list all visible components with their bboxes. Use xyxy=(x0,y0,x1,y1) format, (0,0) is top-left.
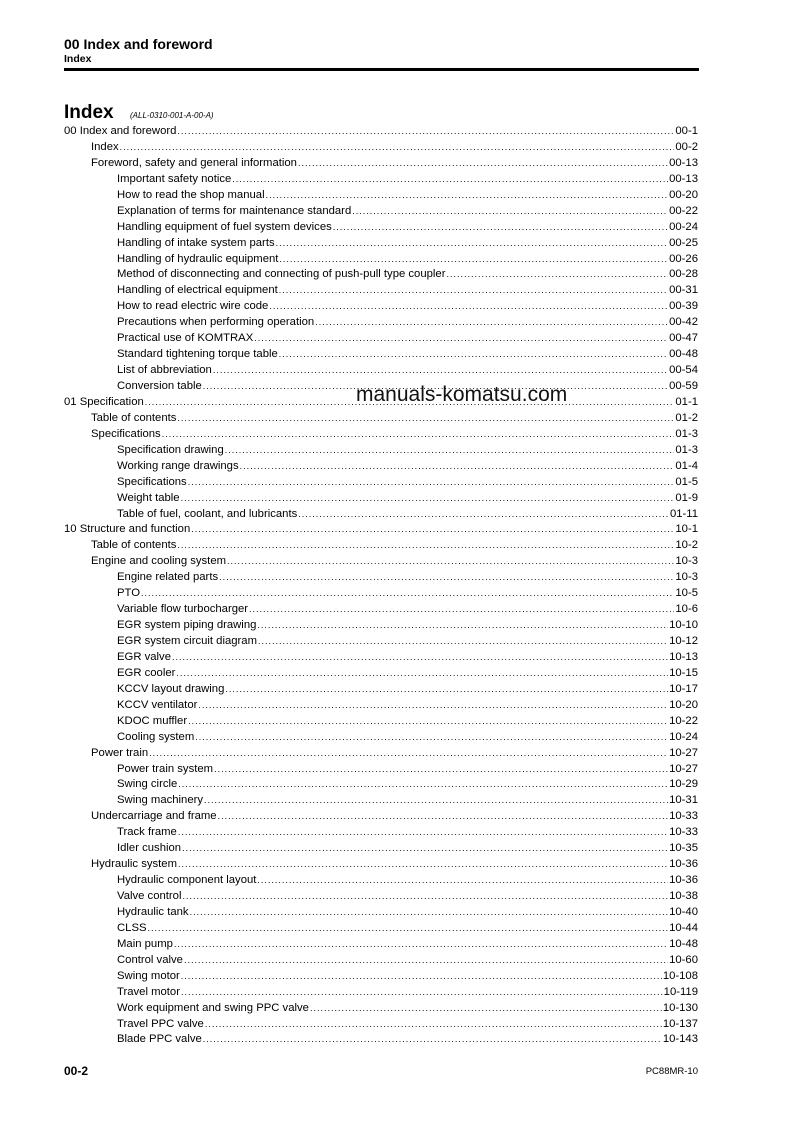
toc-entry-label: Swing motor xyxy=(117,969,180,982)
toc-entry-label: Hydraulic tank xyxy=(117,905,189,918)
toc-entry[interactable] xyxy=(64,267,698,283)
toc-entry-label: Control valve xyxy=(117,953,183,966)
dot-leader xyxy=(205,1017,662,1033)
toc-entry-label: Hydraulic system xyxy=(91,858,178,871)
toc-entry-page: 00-59 xyxy=(669,380,698,392)
toc-entry-label: Swing circle xyxy=(117,778,178,791)
toc-entry[interactable] xyxy=(64,204,698,220)
dot-leader xyxy=(352,204,668,220)
toc-entry[interactable] xyxy=(64,156,698,172)
toc-entry-label: Explanation of terms for maintenance standard xyxy=(117,204,352,217)
dot-leader xyxy=(178,825,668,841)
toc-entry[interactable] xyxy=(64,491,698,507)
toc-entry-label: Table of contents xyxy=(91,539,177,552)
toc-entry-label: Precautions when performing operation xyxy=(117,316,315,329)
toc-entry-label: Cooling system xyxy=(117,730,195,743)
toc-entry-label: Power train system xyxy=(117,762,214,775)
toc-entry[interactable] xyxy=(64,1017,698,1033)
toc-entry-page: 10-5 xyxy=(675,587,698,600)
dot-leader xyxy=(446,267,668,283)
toc-entry-label: Handling of electrical equipment xyxy=(117,284,278,297)
toc-entry-label: EGR system piping drawing xyxy=(117,619,257,632)
dot-leader xyxy=(188,475,675,491)
toc-entry-page: 10-10 xyxy=(669,619,698,632)
toc-entry-label: KCCV ventilator xyxy=(117,698,198,711)
toc-entry-label: Blade PPC valve xyxy=(117,1033,202,1046)
dot-leader xyxy=(177,411,674,427)
dot-leader xyxy=(227,554,674,570)
toc-entry-page: 01-1 xyxy=(675,395,698,408)
toc-entry-label: 00 Index and foreword xyxy=(64,125,177,137)
toc-entry-label: Method of disconnecting and connecting of push-pull type coupler xyxy=(117,268,446,281)
dot-leader xyxy=(177,538,674,554)
toc-entry[interactable] xyxy=(64,236,698,252)
dot-leader xyxy=(203,1032,662,1048)
dot-leader xyxy=(181,985,663,1001)
toc-entry[interactable] xyxy=(64,793,698,809)
toc-entry[interactable] xyxy=(64,443,698,459)
toc-entry[interactable] xyxy=(64,682,698,698)
dot-leader xyxy=(177,124,674,140)
toc-entry[interactable] xyxy=(64,124,698,140)
toc-entry-label: Table of contents xyxy=(91,411,177,424)
toc-entry[interactable] xyxy=(64,618,698,634)
toc-entry-label: Foreword, safety and general information xyxy=(91,156,297,169)
toc-entry[interactable] xyxy=(64,331,698,347)
toc-entry[interactable] xyxy=(64,1001,698,1017)
toc-entry-page: 01-3 xyxy=(675,443,698,456)
toc-entry-label: EGR system circuit diagram xyxy=(117,635,257,647)
toc-entry-label: EGR valve xyxy=(117,650,171,663)
toc-entry-label: Engine and cooling system xyxy=(91,555,227,568)
dot-leader xyxy=(257,618,668,634)
toc-entry-page: 01-9 xyxy=(675,491,698,504)
section-title: Index xyxy=(64,53,92,65)
toc-entry-label: KCCV layout drawing xyxy=(117,682,225,695)
toc-entry[interactable] xyxy=(64,985,698,1001)
toc-entry-label: Swing machinery xyxy=(117,794,204,807)
toc-entry-page: 00-39 xyxy=(669,300,698,313)
toc-entry[interactable] xyxy=(64,586,698,602)
dot-leader xyxy=(178,857,668,873)
toc-entry[interactable] xyxy=(64,554,698,570)
toc-entry-label: Important safety notice xyxy=(117,172,232,185)
toc-entry[interactable] xyxy=(64,714,698,730)
toc-entry-page: 00-20 xyxy=(669,188,698,201)
toc-entry[interactable] xyxy=(64,602,698,618)
toc-entry-page: 00-13 xyxy=(669,172,698,185)
toc-entry-page: 01-4 xyxy=(675,459,698,472)
toc-entry[interactable] xyxy=(64,283,698,299)
toc-entry[interactable] xyxy=(64,857,698,873)
dot-leader xyxy=(225,682,668,698)
dot-leader xyxy=(182,841,668,857)
dot-leader xyxy=(181,491,675,507)
toc-entry[interactable] xyxy=(64,889,698,905)
dot-leader xyxy=(172,650,668,666)
toc-entry-page: 01-2 xyxy=(675,411,698,424)
toc-entry-page: 10-24 xyxy=(669,730,698,743)
toc-entry[interactable] xyxy=(64,475,698,491)
dot-leader xyxy=(162,427,675,443)
toc-entry-page: 00-47 xyxy=(669,332,698,345)
toc-entry-page: 00-1 xyxy=(675,125,698,137)
toc-entry-label: 01 Specification xyxy=(64,395,144,408)
toc-entry-page: 10-6 xyxy=(675,603,698,616)
toc-entry[interactable] xyxy=(64,905,698,921)
toc-entry-page: 10-13 xyxy=(669,650,698,663)
toc-entry-label: Weight table xyxy=(117,491,180,504)
dot-leader xyxy=(182,889,668,905)
toc-entry[interactable] xyxy=(64,841,698,857)
dot-leader xyxy=(298,507,669,523)
dot-leader xyxy=(257,873,668,889)
dot-leader xyxy=(181,969,662,985)
document-code: (ALL-0310-001-A-00-A) xyxy=(130,111,214,120)
dot-leader xyxy=(249,602,674,618)
toc-entry-page: 10-29 xyxy=(669,778,698,791)
dot-leader xyxy=(310,1001,662,1017)
dot-leader xyxy=(120,140,675,156)
dot-leader xyxy=(141,586,674,602)
toc-entry[interactable] xyxy=(64,570,698,586)
toc-entry-page: 00-24 xyxy=(669,220,698,233)
table-of-contents xyxy=(64,124,698,1048)
dot-leader xyxy=(269,299,668,315)
toc-entry[interactable] xyxy=(64,873,698,889)
toc-entry[interactable] xyxy=(64,953,698,969)
dot-leader xyxy=(276,236,668,252)
model-number: PC88MR-10 xyxy=(645,1066,698,1077)
toc-entry-page: 10-15 xyxy=(669,666,698,679)
dot-leader xyxy=(188,714,668,730)
toc-entry-label: How to read the shop manual xyxy=(117,188,265,201)
dot-leader xyxy=(195,730,668,746)
toc-entry-page: 10-20 xyxy=(669,698,698,711)
toc-entry-page: 10-38 xyxy=(669,890,698,902)
toc-entry-page: 10-119 xyxy=(663,985,698,998)
dot-leader xyxy=(315,315,668,331)
toc-entry-label: Specifications xyxy=(117,475,187,488)
toc-entry-page: 10-31 xyxy=(669,794,698,807)
toc-entry-page: 00-22 xyxy=(669,204,698,217)
toc-entry-page: 10-1 xyxy=(675,523,698,536)
toc-entry[interactable] xyxy=(64,411,698,427)
toc-entry[interactable] xyxy=(64,315,698,331)
toc-entry-page: 10-33 xyxy=(669,810,698,823)
dot-leader xyxy=(178,777,668,793)
dot-leader xyxy=(184,953,668,969)
toc-entry-label: Power train xyxy=(91,746,149,759)
toc-entry-label: Specifications xyxy=(91,427,161,440)
dot-leader xyxy=(258,634,668,650)
toc-entry-page: 10-130 xyxy=(662,1001,698,1014)
toc-entry[interactable] xyxy=(64,538,698,554)
toc-entry-page: 10-36 xyxy=(669,858,698,871)
toc-entry-label: PTO xyxy=(117,587,141,600)
toc-entry-page: 10-3 xyxy=(675,571,698,584)
toc-entry[interactable] xyxy=(64,921,698,937)
toc-entry[interactable] xyxy=(64,252,698,268)
toc-entry[interactable] xyxy=(64,762,698,778)
dot-leader xyxy=(298,156,668,172)
dot-leader xyxy=(149,746,668,762)
toc-entry-label: Travel motor xyxy=(117,985,180,998)
toc-entry-page: 00-48 xyxy=(669,348,698,361)
toc-entry-page: 10-27 xyxy=(669,746,698,759)
toc-entry-page: 10-48 xyxy=(669,937,698,950)
toc-entry[interactable] xyxy=(64,969,698,985)
toc-entry[interactable] xyxy=(64,459,698,475)
toc-entry-page: 10-2 xyxy=(675,539,698,552)
toc-entry-page: 01-11 xyxy=(669,507,698,520)
toc-entry[interactable] xyxy=(64,666,698,682)
toc-entry-page: 00-31 xyxy=(669,284,698,297)
dot-leader xyxy=(333,220,668,236)
dot-leader xyxy=(204,793,668,809)
dot-leader xyxy=(254,331,668,347)
toc-entry-label: Practical use of KOMTRAX xyxy=(117,332,254,345)
toc-entry-label: 10 Structure and function xyxy=(64,523,191,536)
dot-leader xyxy=(219,570,674,586)
toc-entry-label: Hydraulic component layout xyxy=(117,874,257,887)
toc-entry-label: Handling of hydraulic equipment xyxy=(117,252,279,265)
toc-entry[interactable] xyxy=(64,746,698,762)
toc-entry[interactable] xyxy=(64,698,698,714)
dot-leader xyxy=(279,283,668,299)
toc-entry-page: 00-2 xyxy=(675,140,698,153)
toc-entry-page: 01-3 xyxy=(675,427,698,440)
toc-entry[interactable] xyxy=(64,172,698,188)
toc-entry-page: 10-3 xyxy=(675,555,698,568)
page-number: 00-2 xyxy=(64,1064,89,1078)
toc-entry-label: Valve control xyxy=(117,890,182,902)
toc-entry-label: Work equipment and swing PPC valve xyxy=(117,1001,309,1014)
toc-entry-page: 00-25 xyxy=(669,236,698,249)
toc-entry-page: 10-44 xyxy=(669,921,698,934)
toc-entry-page: 10-17 xyxy=(669,682,698,695)
page-title: Index xyxy=(64,102,114,123)
toc-entry-label: Standard tightening torque table xyxy=(117,348,278,361)
toc-entry-page: 10-137 xyxy=(662,1017,698,1030)
dot-leader xyxy=(232,172,668,188)
toc-entry[interactable] xyxy=(64,220,698,236)
toc-entry[interactable] xyxy=(64,650,698,666)
dot-leader xyxy=(191,522,674,538)
toc-entry-label: Specification drawing xyxy=(117,443,224,456)
toc-entry-page: 10-108 xyxy=(662,969,698,982)
dot-leader xyxy=(240,459,675,475)
toc-entry-page: 10-143 xyxy=(662,1033,698,1046)
dot-leader xyxy=(266,188,669,204)
toc-entry-label: List of abbreviation xyxy=(117,364,212,377)
toc-entry-page: 00-26 xyxy=(669,252,698,265)
toc-entry-page: 10-60 xyxy=(669,953,698,966)
toc-entry[interactable] xyxy=(64,363,698,379)
dot-leader xyxy=(225,443,675,459)
toc-entry-label: Table of fuel, coolant, and lubricants xyxy=(117,507,298,520)
toc-entry-label: Conversion table xyxy=(117,380,202,392)
dot-leader xyxy=(213,363,668,379)
dot-leader xyxy=(148,921,669,937)
toc-entry[interactable] xyxy=(64,427,698,443)
toc-entry[interactable] xyxy=(64,507,698,523)
toc-entry-page: 10-12 xyxy=(669,635,698,647)
toc-entry-page: 00-13 xyxy=(669,156,698,169)
toc-entry[interactable] xyxy=(64,522,698,538)
toc-entry-page: 10-36 xyxy=(669,874,698,887)
watermark: manuals-komatsu.com xyxy=(356,383,568,406)
toc-entry-page: 01-5 xyxy=(675,475,698,488)
toc-entry[interactable] xyxy=(64,777,698,793)
toc-entry-page: 10-35 xyxy=(669,842,698,855)
dot-leader xyxy=(190,905,669,921)
toc-entry[interactable] xyxy=(64,825,698,841)
dot-leader xyxy=(214,762,668,778)
toc-entry[interactable] xyxy=(64,188,698,204)
toc-entry-label: Undercarriage and frame xyxy=(91,810,217,823)
toc-entry[interactable] xyxy=(64,809,698,825)
toc-entry-label: Handling equipment of fuel system devices xyxy=(117,220,332,233)
toc-entry[interactable] xyxy=(64,299,698,315)
toc-entry-page: 10-22 xyxy=(669,714,698,727)
toc-entry-page: 00-28 xyxy=(669,268,698,281)
dot-leader xyxy=(218,809,669,825)
toc-entry-label: Travel PPC valve xyxy=(117,1017,204,1030)
toc-entry[interactable] xyxy=(64,1032,698,1048)
dot-leader xyxy=(279,347,668,363)
chapter-title: 00 Index and foreword xyxy=(64,36,213,52)
dot-leader xyxy=(198,698,668,714)
toc-entry[interactable] xyxy=(64,347,698,363)
toc-entry[interactable] xyxy=(64,140,698,156)
toc-entry-page: 00-54 xyxy=(669,364,698,377)
toc-entry-label: KDOC muffler xyxy=(117,714,188,727)
dot-leader xyxy=(174,937,668,953)
dot-leader xyxy=(279,252,668,268)
toc-entry[interactable] xyxy=(64,730,698,746)
toc-entry-label: CLSS xyxy=(117,921,147,934)
toc-entry-label: Variable flow turbocharger xyxy=(117,603,249,616)
toc-entry-label: EGR cooler xyxy=(117,666,176,679)
dot-leader xyxy=(176,666,668,682)
toc-entry-label: Main pump xyxy=(117,937,173,950)
header-rule xyxy=(64,68,699,71)
toc-entry-label: Working range drawings xyxy=(117,459,239,472)
toc-entry-label: How to read electric wire code xyxy=(117,300,269,313)
toc-entry-label: Track frame xyxy=(117,826,177,839)
toc-entry[interactable] xyxy=(64,937,698,953)
toc-entry-page: 10-33 xyxy=(669,826,698,839)
toc-entry-page: 10-27 xyxy=(669,762,698,775)
toc-entry-label: Engine related parts xyxy=(117,571,219,584)
toc-entry-page: 00-42 xyxy=(669,316,698,329)
toc-entry-label: Handling of intake system parts xyxy=(117,236,275,249)
toc-entry-label: Idler cushion xyxy=(117,842,182,855)
toc-entry[interactable] xyxy=(64,634,698,650)
toc-entry-label: Index xyxy=(91,140,119,153)
toc-entry-page: 10-40 xyxy=(669,905,698,918)
